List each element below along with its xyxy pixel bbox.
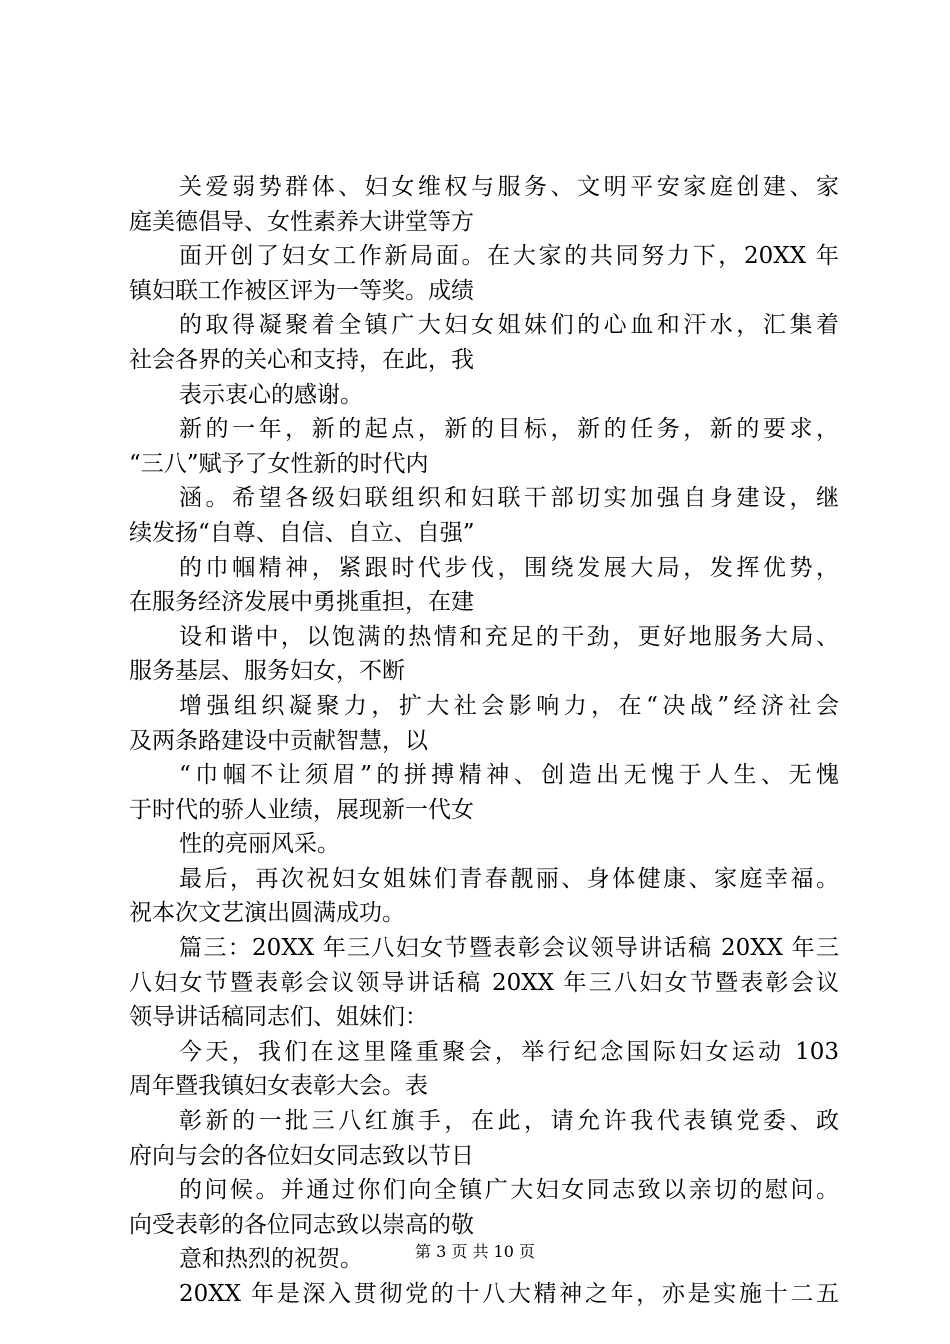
text-line: 于时代的骄人业绩，展现新一代女 bbox=[129, 796, 474, 823]
text-line: 社会各界的关心和支持，在此，我 bbox=[129, 346, 474, 373]
text-line: 祝本次文艺演出圆满成功。 bbox=[129, 900, 405, 927]
text-line: 彰新的一批三八红旗手，在此，请允许我代表镇党委、政 bbox=[179, 1108, 839, 1135]
text-line: 庭美德倡导、女性素养大讲堂等方 bbox=[129, 208, 474, 235]
text-line: 的取得凝聚着全镇广大妇女姐妹们的心血和汗水，汇集着 bbox=[179, 312, 839, 339]
text-line: 向受表彰的各位同志致以崇高的敬 bbox=[129, 1211, 474, 1238]
text-line: 续发扬“自尊、自信、自立、自强” bbox=[129, 519, 475, 546]
text-line: 镇妇联工作被区评为一等奖。成绩 bbox=[129, 277, 474, 304]
text-line: 在服务经济发展中勇挑重担，在建 bbox=[129, 589, 474, 616]
page-footer bbox=[0, 1241, 950, 1263]
text-line: 今天，我们在这里隆重聚会，举行纪念国际妇女运动 103 bbox=[179, 1038, 839, 1065]
text-line: “巾帼不让须眉”的拼搏精神、创造出无愧于人生、无愧 bbox=[179, 762, 839, 789]
text-line: 的巾帼精神，紧跟时代步伐，围绕发展大局，发挥优势， bbox=[179, 554, 839, 581]
text-line: 的问候。并通过你们向全镇广大妇女同志致以亲切的慰问。 bbox=[179, 1177, 839, 1204]
text-line: 府向与会的各位妇女同志致以节日 bbox=[129, 1142, 474, 1169]
text-line: 意和热烈的祝贺。 bbox=[179, 1246, 363, 1273]
text-line: 增强组织凝聚力，扩大社会影响力，在“决战”经济社会 bbox=[179, 692, 839, 719]
document-body bbox=[129, 170, 839, 1312]
text-line: 关爱弱势群体、妇女维权与服务、文明平安家庭创建、家 bbox=[179, 174, 839, 200]
text-line: 新的一年，新的起点，新的目标，新的任务，新的要求， bbox=[179, 416, 839, 443]
text-line: 服务基层、服务妇女，不断 bbox=[129, 658, 405, 685]
text-line: 涵。希望各级妇联组织和妇联干部切实加强自身建设，继 bbox=[179, 485, 839, 512]
text-line: 性的亮丽风采。 bbox=[179, 831, 340, 858]
text-line: 面开创了妇女工作新局面。在大家的共同努力下，20XX 年 bbox=[179, 243, 839, 270]
text-line: 及两条路建设中贡献智慧，以 bbox=[129, 727, 428, 754]
text-line: 最后，再次祝妇女姐妹们青春靓丽、身体健康、家庭幸福。 bbox=[179, 865, 839, 892]
text-line: 设和谐中，以饱满的热情和充足的干劲，更好地服务大局、 bbox=[179, 623, 839, 650]
text-line: 八妇女节暨表彰会议领导讲话稿 20XX 年三八妇女节暨表彰会议 bbox=[129, 969, 839, 996]
text-line: 表示衷心的感谢。 bbox=[179, 381, 363, 408]
text-line: 篇三：20XX 年三八妇女节暨表彰会议领导讲话稿 20XX 年三 bbox=[179, 935, 839, 962]
text-line: 周年暨我镇妇女表彰大会。表 bbox=[129, 1073, 428, 1100]
text-line: “三八”赋予了女性新的时代内 bbox=[129, 450, 429, 477]
text-line: 20XX 年是深入贯彻党的十八大精神之年，亦是实施十二五 bbox=[179, 1281, 839, 1307]
page-number-label: 第 3 页 共 10 页 bbox=[415, 1242, 535, 1261]
text-line: 领导讲话稿同志们、姐妹们： bbox=[129, 1004, 428, 1031]
